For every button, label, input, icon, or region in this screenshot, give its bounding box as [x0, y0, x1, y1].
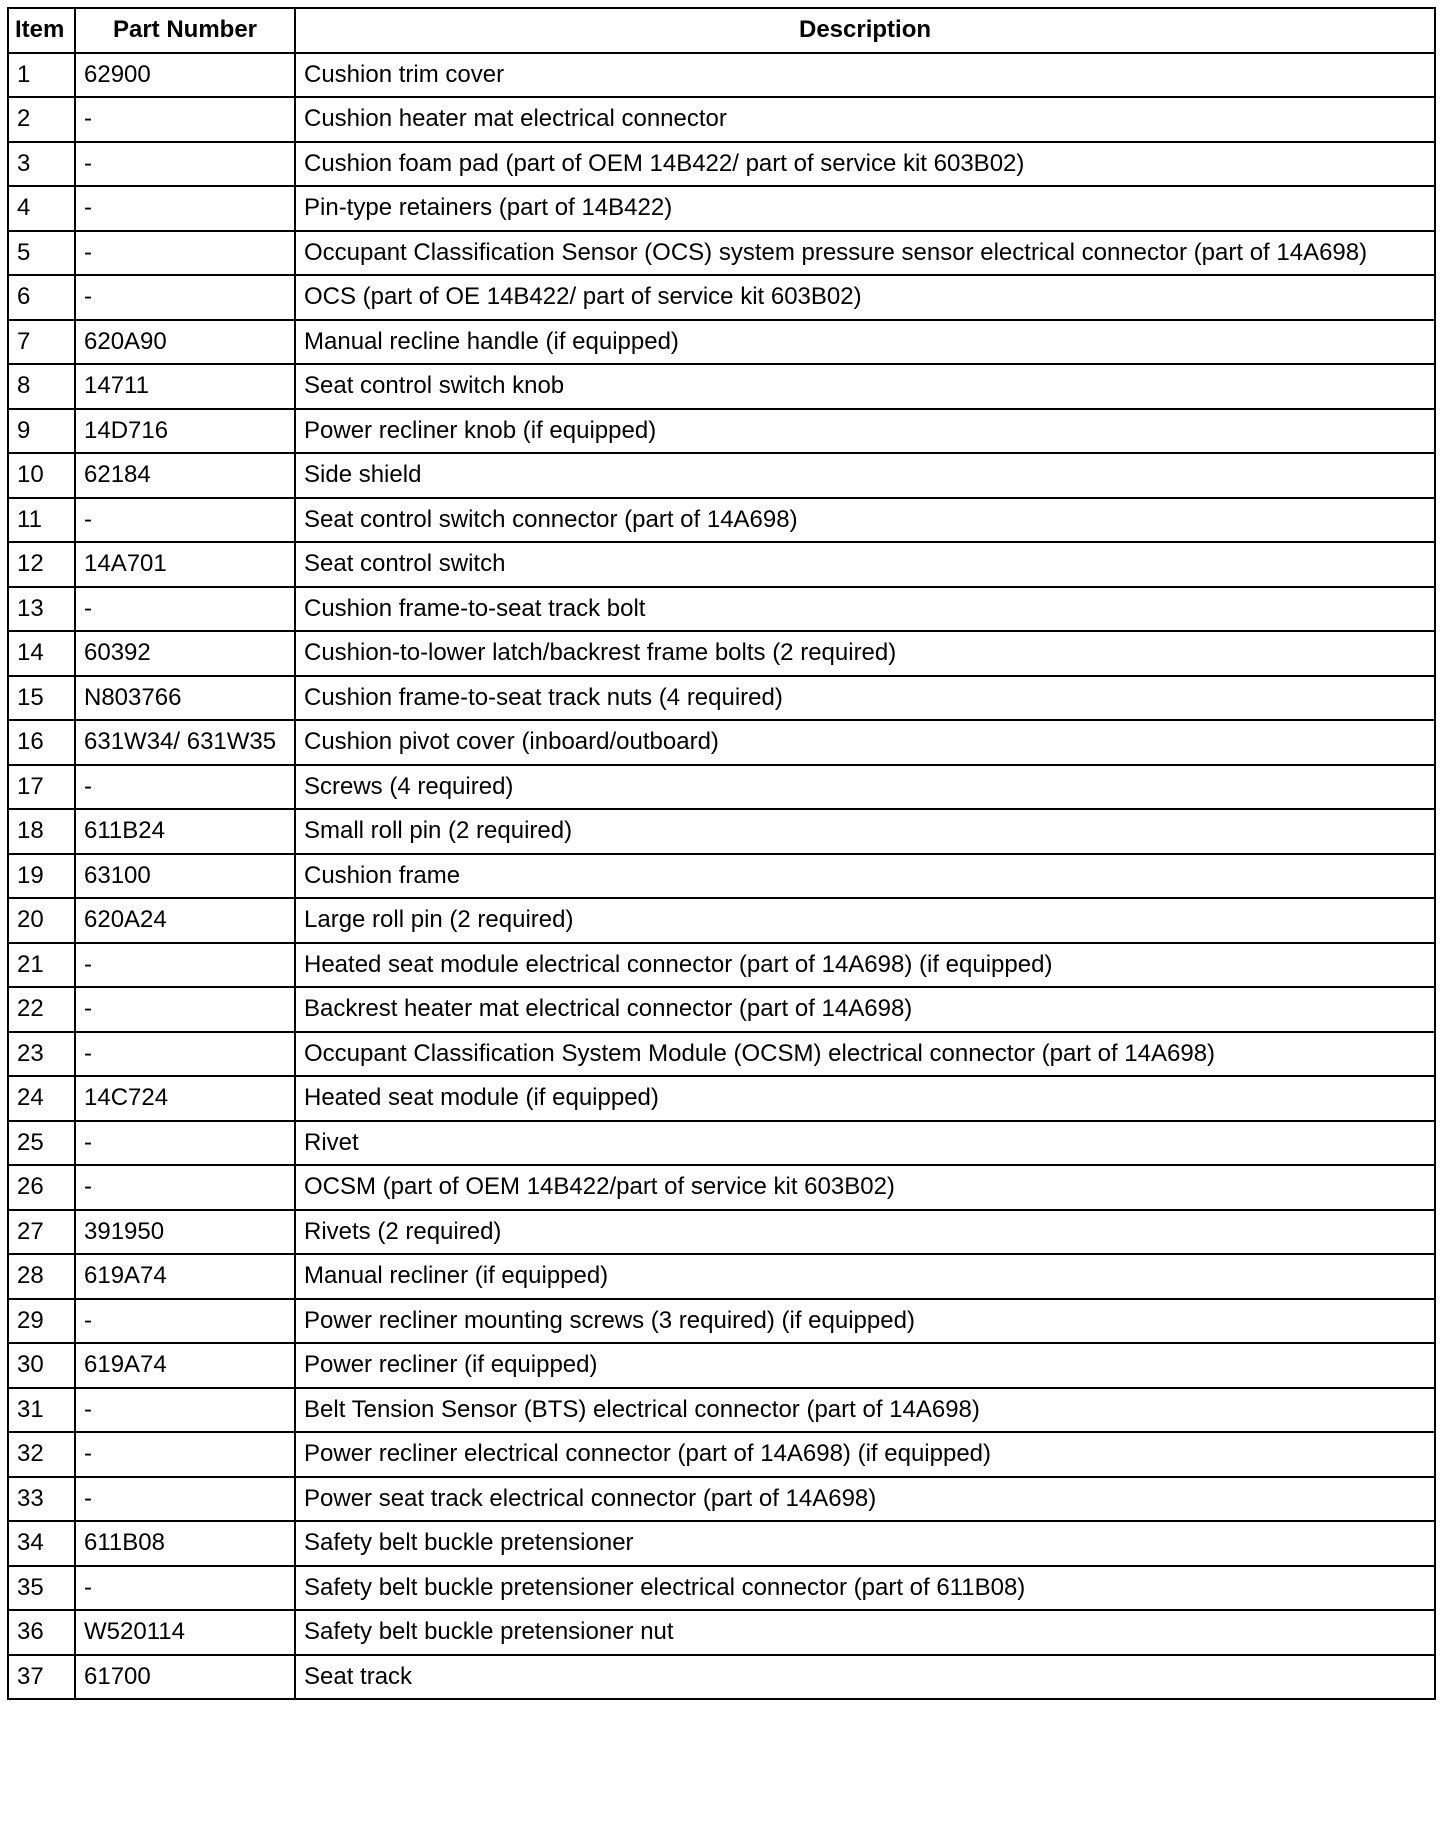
cell-item: 18 — [8, 809, 75, 854]
table-row — [8, 97, 1435, 142]
cell-item: 35 — [8, 1566, 75, 1611]
table-row — [8, 943, 1435, 988]
cell-part-number: 62900 — [75, 53, 295, 98]
cell-item: 31 — [8, 1388, 75, 1433]
cell-description: Cushion frame — [295, 854, 1435, 899]
cell-item: 16 — [8, 720, 75, 765]
cell-item: 1 — [8, 53, 75, 98]
table-row — [8, 987, 1435, 1032]
cell-description: Seat control switch connector (part of 14A698) — [295, 498, 1435, 543]
table-row — [8, 1655, 1435, 1700]
header-part-number: Part Number — [75, 8, 295, 53]
table-row — [8, 1032, 1435, 1077]
cell-item: 8 — [8, 364, 75, 409]
table-row — [8, 364, 1435, 409]
cell-description: Power recliner knob (if equipped) — [295, 409, 1435, 454]
cell-part-number: - — [75, 1299, 295, 1344]
cell-part-number: - — [75, 987, 295, 1032]
cell-description: Heated seat module (if equipped) — [295, 1076, 1435, 1121]
table-row — [8, 1210, 1435, 1255]
cell-part-number: - — [75, 1165, 295, 1210]
cell-part-number: 14A701 — [75, 542, 295, 587]
cell-item: 21 — [8, 943, 75, 988]
cell-description: Cushion pivot cover (inboard/outboard) — [295, 720, 1435, 765]
table-row — [8, 1121, 1435, 1166]
cell-part-number: 61700 — [75, 1655, 295, 1700]
cell-item: 28 — [8, 1254, 75, 1299]
cell-part-number: - — [75, 587, 295, 632]
cell-part-number: - — [75, 765, 295, 810]
cell-item: 10 — [8, 453, 75, 498]
cell-part-number: 619A74 — [75, 1343, 295, 1388]
cell-description: Safety belt buckle pretensioner — [295, 1521, 1435, 1566]
table-row — [8, 1254, 1435, 1299]
cell-item: 2 — [8, 97, 75, 142]
cell-item: 6 — [8, 275, 75, 320]
cell-item: 30 — [8, 1343, 75, 1388]
table-row — [8, 587, 1435, 632]
cell-part-number: W520114 — [75, 1610, 295, 1655]
cell-description: Occupant Classification System Module (OCSM) electrical connector (part of 14A698) — [295, 1032, 1435, 1077]
table-row — [8, 631, 1435, 676]
cell-description: Power seat track electrical connector (part of 14A698) — [295, 1477, 1435, 1522]
cell-description: Manual recline handle (if equipped) — [295, 320, 1435, 365]
cell-description: Safety belt buckle pretensioner nut — [295, 1610, 1435, 1655]
table-row — [8, 809, 1435, 854]
cell-part-number: - — [75, 1032, 295, 1077]
cell-description: Small roll pin (2 required) — [295, 809, 1435, 854]
table-row — [8, 1076, 1435, 1121]
cell-item: 22 — [8, 987, 75, 1032]
cell-part-number: 611B24 — [75, 809, 295, 854]
table-row — [8, 1566, 1435, 1611]
cell-item: 37 — [8, 1655, 75, 1700]
cell-part-number: - — [75, 1121, 295, 1166]
cell-item: 26 — [8, 1165, 75, 1210]
header-description: Description — [295, 8, 1435, 53]
header-row — [8, 8, 1435, 53]
cell-item: 17 — [8, 765, 75, 810]
cell-item: 4 — [8, 186, 75, 231]
parts-table — [7, 7, 1436, 1700]
cell-part-number: 631W34/ 631W35 — [75, 720, 295, 765]
cell-item: 15 — [8, 676, 75, 721]
cell-part-number: - — [75, 186, 295, 231]
cell-description: Screws (4 required) — [295, 765, 1435, 810]
table-row — [8, 765, 1435, 810]
cell-description: Cushion trim cover — [295, 53, 1435, 98]
cell-item: 25 — [8, 1121, 75, 1166]
cell-item: 9 — [8, 409, 75, 454]
cell-item: 13 — [8, 587, 75, 632]
table-row — [8, 720, 1435, 765]
cell-item: 23 — [8, 1032, 75, 1077]
cell-part-number: - — [75, 1566, 295, 1611]
cell-item: 3 — [8, 142, 75, 187]
table-row — [8, 498, 1435, 543]
cell-description: OCS (part of OE 14B422/ part of service kit 603B02) — [295, 275, 1435, 320]
table-row — [8, 1521, 1435, 1566]
cell-part-number: 619A74 — [75, 1254, 295, 1299]
cell-part-number: - — [75, 943, 295, 988]
cell-part-number: - — [75, 1432, 295, 1477]
table-row — [8, 542, 1435, 587]
cell-item: 19 — [8, 854, 75, 899]
cell-description: Cushion frame-to-seat track nuts (4 required) — [295, 676, 1435, 721]
cell-part-number: 391950 — [75, 1210, 295, 1255]
cell-part-number: - — [75, 1477, 295, 1522]
table-row — [8, 1299, 1435, 1344]
cell-item: 20 — [8, 898, 75, 943]
cell-part-number: 620A90 — [75, 320, 295, 365]
cell-item: 24 — [8, 1076, 75, 1121]
header-item: Item — [8, 8, 75, 53]
cell-part-number: 14D716 — [75, 409, 295, 454]
cell-item: 11 — [8, 498, 75, 543]
table-row — [8, 676, 1435, 721]
cell-part-number: - — [75, 275, 295, 320]
table-row — [8, 1477, 1435, 1522]
cell-description: Manual recliner (if equipped) — [295, 1254, 1435, 1299]
table-row — [8, 142, 1435, 187]
table-header — [8, 8, 1435, 53]
table-row — [8, 453, 1435, 498]
cell-part-number: 14711 — [75, 364, 295, 409]
cell-part-number: N803766 — [75, 676, 295, 721]
cell-part-number: 620A24 — [75, 898, 295, 943]
cell-description: Cushion foam pad (part of OEM 14B422/ part of service kit 603B02) — [295, 142, 1435, 187]
cell-description: Power recliner mounting screws (3 required) (if equipped) — [295, 1299, 1435, 1344]
cell-description: Belt Tension Sensor (BTS) electrical connector (part of 14A698) — [295, 1388, 1435, 1433]
table-row — [8, 854, 1435, 899]
table-row — [8, 409, 1435, 454]
cell-part-number: 62184 — [75, 453, 295, 498]
cell-description: Large roll pin (2 required) — [295, 898, 1435, 943]
cell-description: Safety belt buckle pretensioner electrical connector (part of 611B08) — [295, 1566, 1435, 1611]
cell-item: 32 — [8, 1432, 75, 1477]
cell-description: Seat control switch knob — [295, 364, 1435, 409]
cell-description: Power recliner (if equipped) — [295, 1343, 1435, 1388]
cell-description: Side shield — [295, 453, 1435, 498]
cell-part-number: - — [75, 97, 295, 142]
cell-part-number: - — [75, 1388, 295, 1433]
cell-part-number: 60392 — [75, 631, 295, 676]
cell-part-number: - — [75, 231, 295, 276]
table-row — [8, 1165, 1435, 1210]
cell-description: Cushion frame-to-seat track bolt — [295, 587, 1435, 632]
cell-part-number: - — [75, 142, 295, 187]
cell-description: Seat control switch — [295, 542, 1435, 587]
table-row — [8, 320, 1435, 365]
cell-item: 33 — [8, 1477, 75, 1522]
cell-part-number: - — [75, 498, 295, 543]
cell-item: 27 — [8, 1210, 75, 1255]
table-body — [8, 53, 1435, 1700]
cell-item: 7 — [8, 320, 75, 365]
cell-description: Pin-type retainers (part of 14B422) — [295, 186, 1435, 231]
cell-description: Power recliner electrical connector (part of 14A698) (if equipped) — [295, 1432, 1435, 1477]
table-row — [8, 1388, 1435, 1433]
cell-description: Cushion heater mat electrical connector — [295, 97, 1435, 142]
cell-description: Cushion-to-lower latch/backrest frame bolts (2 required) — [295, 631, 1435, 676]
cell-item: 14 — [8, 631, 75, 676]
cell-item: 5 — [8, 231, 75, 276]
table-row — [8, 1432, 1435, 1477]
cell-part-number: 63100 — [75, 854, 295, 899]
cell-part-number: 611B08 — [75, 1521, 295, 1566]
table-row — [8, 1610, 1435, 1655]
cell-description: Seat track — [295, 1655, 1435, 1700]
cell-description: Occupant Classification Sensor (OCS) system pressure sensor electrical connector (part of 14A698) — [295, 231, 1435, 276]
table-row — [8, 53, 1435, 98]
cell-item: 29 — [8, 1299, 75, 1344]
cell-item: 12 — [8, 542, 75, 587]
cell-description: Backrest heater mat electrical connector (part of 14A698) — [295, 987, 1435, 1032]
cell-item: 36 — [8, 1610, 75, 1655]
table-row — [8, 898, 1435, 943]
cell-part-number: 14C724 — [75, 1076, 295, 1121]
table-row — [8, 231, 1435, 276]
cell-item: 34 — [8, 1521, 75, 1566]
cell-description: Rivets (2 required) — [295, 1210, 1435, 1255]
cell-description: OCSM (part of OEM 14B422/part of service kit 603B02) — [295, 1165, 1435, 1210]
table-row — [8, 186, 1435, 231]
table-row — [8, 275, 1435, 320]
table-row — [8, 1343, 1435, 1388]
cell-description: Rivet — [295, 1121, 1435, 1166]
cell-description: Heated seat module electrical connector (part of 14A698) (if equipped) — [295, 943, 1435, 988]
